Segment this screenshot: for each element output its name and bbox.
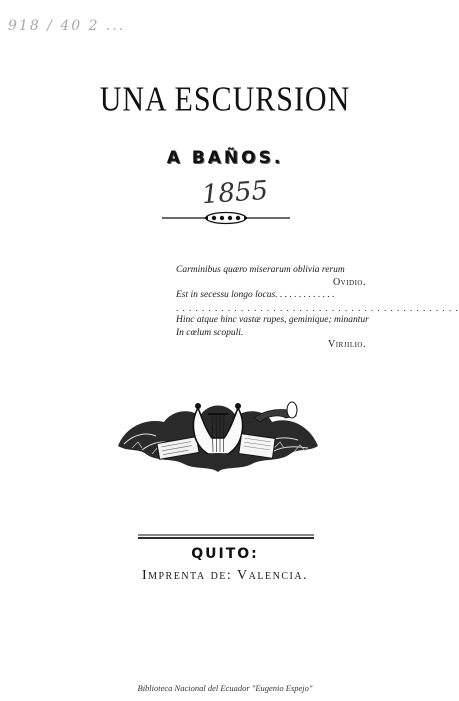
epigraph-author: Virjilio. — [328, 339, 366, 350]
archive-annotation: 918 / 40 2 ... — [8, 18, 126, 34]
epigraph-line: Carminibus quæro miserarum oblivia rerum — [176, 265, 345, 275]
imprint-city: QUITO: — [191, 546, 259, 562]
epigraph-author: Ovidio. — [332, 276, 366, 288]
epigraph-ellipsis: . . . . . . . . . . . . . . . . . . . . . . . . . . . . . . . . . . . . . . . . . . . . — [176, 302, 459, 313]
imprint-press: Imprenta de: Valencia. — [141, 568, 309, 583]
lyre-vignette — [112, 388, 324, 480]
ornamental-rule — [160, 208, 292, 228]
epigraph-line: Est in secessu longo locus. . . . . . . . . . . . . — [176, 290, 335, 300]
library-credit: Biblioteca Nacional del Ecuador "Eugenio Espejo" — [137, 683, 313, 693]
epigraph-line: In cœlum scopuli. — [176, 327, 244, 338]
book-subtitle: A BAÑOS. — [166, 148, 284, 168]
book-title: UNA ESCURSION — [99, 80, 351, 119]
handwritten-year: 1855 — [200, 175, 270, 211]
double-rule — [138, 534, 314, 540]
epigraph — [176, 264, 459, 352]
epigraph-line: Hinc atque hinc vastæ rupes, geminique; minantur — [176, 315, 369, 325]
